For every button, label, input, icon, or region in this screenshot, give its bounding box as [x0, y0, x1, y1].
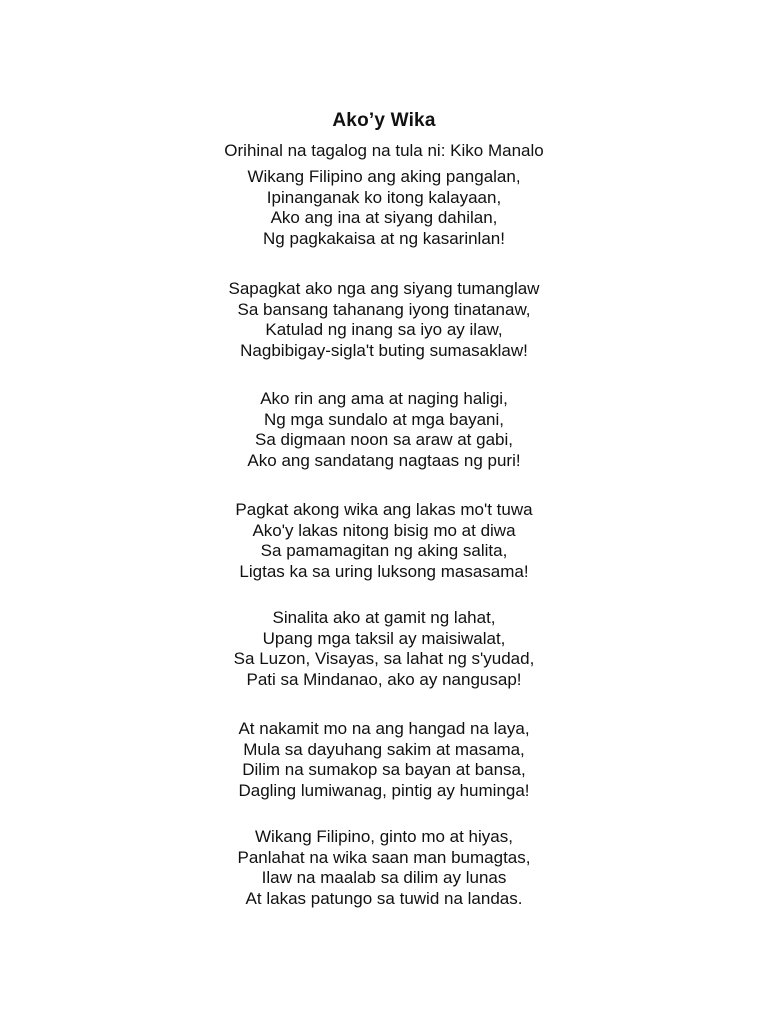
stanza-line: Sa digmaan noon sa araw at gabi, — [254, 430, 513, 449]
stanza-line: Panlahat na wika saan man bumagtas, — [237, 847, 531, 867]
stanza-line: At nakamit mo na ang hangad na laya, — [238, 719, 530, 738]
stanza-line: Sinalita ako at gamit ng lahat, — [272, 608, 496, 627]
stanza-4 — [0, 500, 768, 582]
stanza-line: Pati sa Mindanao, ako ay nangusap! — [246, 669, 522, 689]
stanza-line: Katulad ng inang sa iyo ay ilaw, — [265, 320, 503, 339]
stanza-line: At lakas patungo sa tuwid na landas. — [245, 888, 523, 908]
stanza-line: Wikang Filipino, ginto mo at hiyas, — [255, 827, 513, 846]
stanza-line: Ipinanganak ko itong kalayaan, — [266, 187, 502, 207]
stanza-line: Pagkat akong wika ang lakas mo't tuwa — [235, 500, 533, 519]
stanza-line: Sapagkat ako nga ang siyang tumanglaw — [228, 279, 540, 298]
stanza-line: Ng pagkakaisa at ng kasarinlan! — [263, 228, 505, 248]
stanza-line: Sa pamamagitan ng aking salita, — [260, 541, 508, 560]
stanza-line: Ilaw na maalab sa dilim ay lunas — [261, 868, 507, 887]
stanza-5 — [0, 608, 768, 690]
stanza-line: Ako ang ina at siyang dahilan, — [270, 208, 498, 227]
stanza-line: Ako ang sandatang nagtaas ng puri! — [247, 450, 521, 470]
stanza-line: Dilim na sumakop sa bayan at bansa, — [242, 760, 526, 779]
stanza-7 — [0, 827, 768, 909]
stanza-line: Ako rin ang ama at naging haligi, — [260, 389, 508, 408]
stanza-line: Ako'y lakas nitong bisig mo at diwa — [252, 520, 516, 540]
poem-title: Ako’y Wika — [332, 110, 436, 131]
stanza-line: Wikang Filipino ang aking pangalan, — [247, 167, 521, 186]
stanza-line: Upang mga taksil ay maisiwalat, — [262, 628, 506, 648]
stanza-6 — [0, 719, 768, 801]
stanza-2 — [0, 279, 768, 361]
poem-subtitle: Orihinal na tagalog na tula ni: Kiko Manalo — [224, 141, 544, 160]
stanza-line: Ligtas ka sa uring luksong masasama! — [239, 561, 529, 581]
stanza-line: Sa Luzon, Visayas, sa lahat ng s'yudad, — [233, 649, 535, 668]
stanza-1 — [0, 167, 768, 249]
stanza-line: Nagbibigay-sigla't buting sumasaklaw! — [240, 340, 528, 360]
stanza-line: Mula sa dayuhang sakim at masama, — [243, 739, 525, 759]
stanza-line: Ng mga sundalo at mga bayani, — [263, 409, 505, 429]
stanza-line: Sa bansang tahanang iyong tinatanaw, — [237, 299, 531, 319]
stanza-line: Dagling lumiwanag, pintig ay huminga! — [238, 780, 530, 800]
stanza-3 — [0, 389, 768, 471]
